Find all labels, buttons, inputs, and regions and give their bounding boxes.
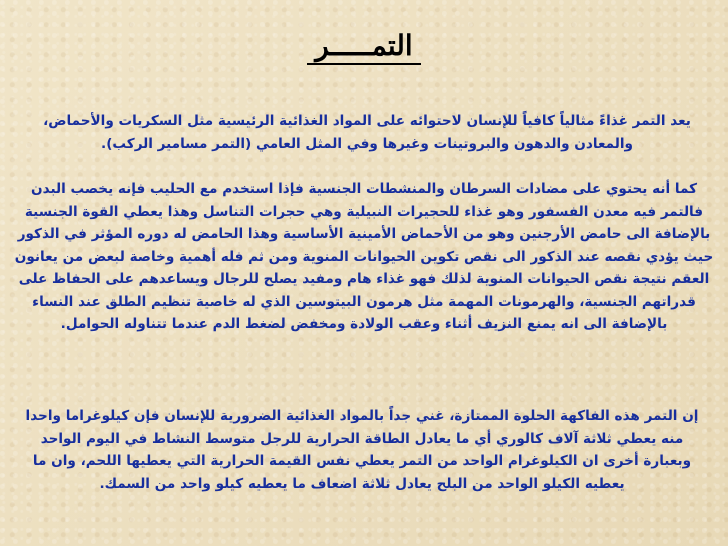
paragraph-nutrition-overview: يعد التمر غذاءً مثالياً كافياً للإنسان لاحتوائه على المواد الغذائية الرئيسية مثل السكريات والأحماض، والمعادن والدهون والبروتينات وغيرها وفي المثل العامي (التمر مسامير الركب). xyxy=(43,113,691,152)
paragraph-caloric-value: إن التمر هذه الفاكهة الحلوة الممتازة، غني جداً بالمواد الغذائية الضرورية للإنسان فإن كيلوغراما واحدا منه يعطي ثلاثة آلاف كالوري أي ما يعادل الطاقة الحرارية للرجل متوسط النشاط في اليوم الواحد وبعبارة أخرى ان الكيلوغرام الواحد من التمر يعطي نفس القيمة الحرارية التي يعطيها اللحم، وان ما يعطيه الكيلو الواحد من البلح يعادل ثلاثة اضعاف ما يعطيه كيلو واحد من السمك. xyxy=(25,408,699,492)
document-title-text: التمـــــر xyxy=(307,32,420,65)
document-title xyxy=(0,29,728,65)
paragraph-health-benefits: كما أنه يحتوي على مضادات السرطان والمنشطات الجنسية فإذا استخدم مع الحليب فإنه يخصب البدن فالتمر فيه معدن الفسفور وهو غذاء للحجيرات النبيلية وهي حجرات التناسل وهذا يعطي القوة الجنسية بالإضافة الى حامض الأرجنين وهو من الأحماض الأمينية الأساسية وهذا الحامض له دوره المؤثر في الذكور حيث يؤدي نقصه عند الذكور الى نقص تكوين الحيوانات المنوية ومن ثم فله أهمية وخاصة لبعض من يعانون العقم نتيجة نقص الحيوانات المنوية لذلك فهو غذاء هام ومفيد يصلح للرجال ويساعدهم على الحفاظ على قدراتهم الجنسية، والهرمونات المهمة مثل هرمون البيتوسين الذي له خاصية تنظيم الطلق عند النساء بالإضافة الى انه يمنع النزيف أثناء وعقب الولادة ومخفض لضغط الدم عندما تتناوله الحوامل. xyxy=(14,181,714,332)
